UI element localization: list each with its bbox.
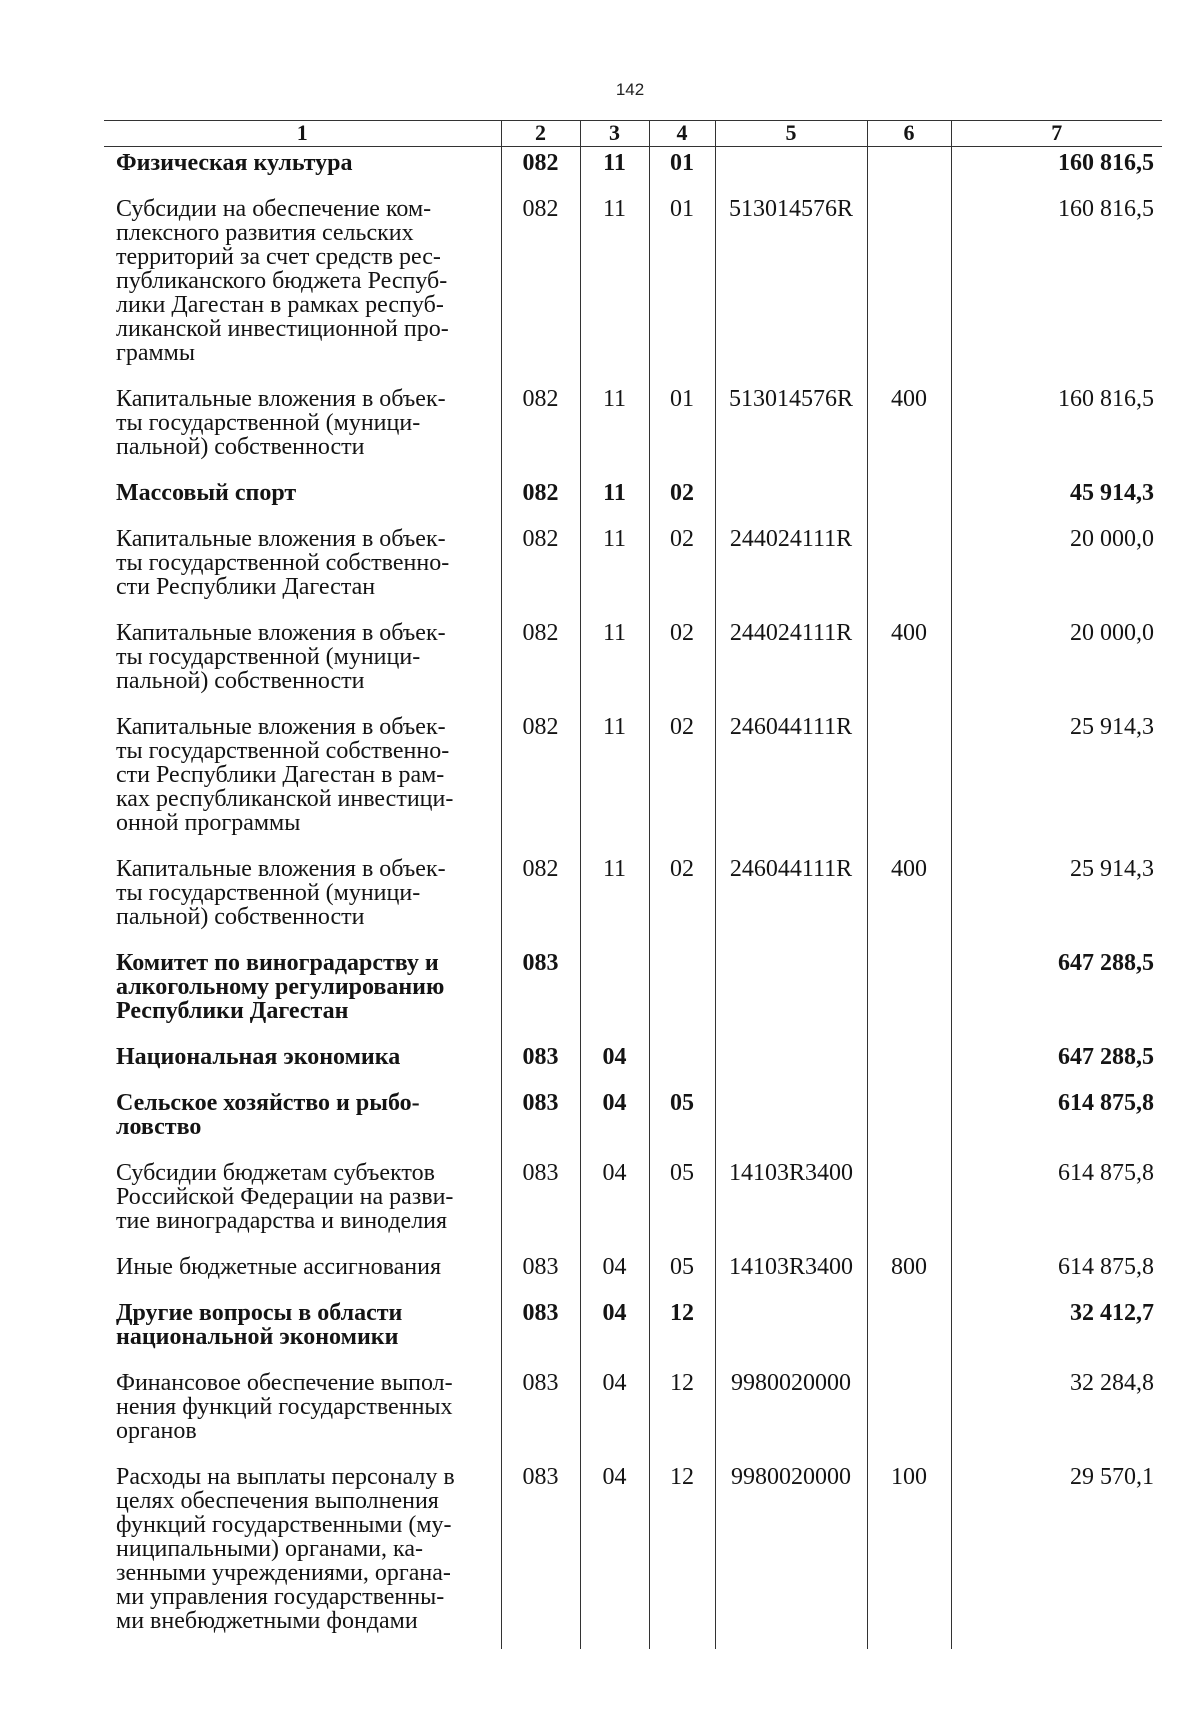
row-code-4-cell: 12 [649,1295,715,1365]
row-name-line: функций государственными (му- [116,1512,452,1538]
row-name-line: Капитальные вложения в объек- [116,386,446,412]
row-name-line: ниципальными) органами, ка- [116,1536,423,1562]
col-header-7: 7 [951,121,1162,147]
row-name-line: органов [116,1418,197,1444]
row-code-5-cell: 14103R3400 [715,1249,867,1295]
row-code-4-cell: 05 [649,1085,715,1155]
row-code-3-cell: 04 [580,1459,649,1649]
row-name-line: территорий за счет средств рес- [116,244,441,270]
row-name-line: пальной) собственности [116,904,365,930]
row-name-line: Капитальные вложения в объек- [116,620,446,646]
row-amount-cell: 25 914,3 [951,709,1162,851]
col-header-6: 6 [867,121,951,147]
row-name-line: Капитальные вложения в объек- [116,526,446,552]
row-name-line: ловство [116,1114,202,1140]
row-name-line: пальной) собственности [116,434,365,460]
row-amount-cell: 614 875,8 [951,1249,1162,1295]
row-code-4-cell [649,1039,715,1085]
row-name-cell [104,475,501,521]
row-code-4-cell: 01 [649,381,715,475]
row-code-2-cell: 082 [501,381,580,475]
row-code-6-cell [867,191,951,381]
table-body [104,147,1162,1650]
row-amount-cell: 25 914,3 [951,851,1162,945]
row-name-line: Финансовое обеспечение выпол- [116,1370,453,1396]
row-name-line: сти Республики Дагестан [116,574,376,600]
table-row [104,381,1162,475]
table-row [104,191,1162,381]
row-name-line: ми управления государственны- [116,1584,445,1610]
table-row [104,615,1162,709]
row-amount-cell: 647 288,5 [951,945,1162,1039]
row-code-3-cell: 11 [580,147,649,192]
row-name-line: граммы [116,340,195,366]
row-code-2-cell: 083 [501,1295,580,1365]
row-amount-cell: 160 816,5 [951,381,1162,475]
col-header-4: 4 [649,121,715,147]
row-code-6-cell [867,1295,951,1365]
row-code-3-cell: 11 [580,381,649,475]
table-row [104,1365,1162,1459]
row-code-6-cell [867,1039,951,1085]
row-name-line: Капитальные вложения в объек- [116,714,446,740]
row-name-line: целях обеспечения выполнения [116,1488,439,1514]
row-code-2-cell: 083 [501,1459,580,1649]
row-code-3-cell: 04 [580,1249,649,1295]
table-row [104,475,1162,521]
row-code-4-cell: 01 [649,147,715,192]
row-name-line: ты государственной (муници- [116,644,421,670]
col-header-3: 3 [580,121,649,147]
row-code-6-cell [867,147,951,192]
row-name-line: нения функций государственных [116,1394,453,1420]
row-code-5-cell: 244024111R [715,615,867,709]
table-row [104,851,1162,945]
row-name-line: Республики Дагестан [116,998,349,1024]
table-row [104,1249,1162,1295]
row-code-4-cell: 02 [649,475,715,521]
row-code-3-cell: 11 [580,615,649,709]
row-amount-cell: 45 914,3 [951,475,1162,521]
row-code-6-cell: 100 [867,1459,951,1649]
row-name-line: зенными учреждениями, органа- [116,1560,451,1586]
row-name-cell [104,381,501,475]
row-name-line: сти Республики Дагестан в рам- [116,762,445,788]
row-amount-cell: 20 000,0 [951,615,1162,709]
row-code-2-cell: 083 [501,1249,580,1295]
row-amount-cell: 614 875,8 [951,1155,1162,1249]
row-code-5-cell: 244024111R [715,521,867,615]
row-name-line: Другие вопросы в области [116,1300,403,1326]
row-code-5-cell [715,147,867,192]
row-code-4-cell: 02 [649,521,715,615]
row-code-2-cell: 082 [501,475,580,521]
row-code-2-cell: 082 [501,615,580,709]
row-name-cell [104,709,501,851]
row-code-4-cell: 01 [649,191,715,381]
row-name-cell [104,191,501,381]
row-name-cell [104,1155,501,1249]
row-code-6-cell [867,521,951,615]
row-amount-cell: 160 816,5 [951,147,1162,192]
row-code-3-cell: 11 [580,709,649,851]
row-amount-cell: 32 284,8 [951,1365,1162,1459]
row-name-cell [104,1039,501,1085]
row-code-3-cell: 11 [580,475,649,521]
row-code-6-cell [867,1085,951,1155]
row-code-2-cell: 082 [501,851,580,945]
row-name-line: ты государственной собственно- [116,738,450,764]
row-name-line: ликанской инвестиционной про- [116,316,449,342]
table-row [104,1039,1162,1085]
row-code-6-cell [867,1365,951,1459]
row-name-line: национальной экономики [116,1324,399,1350]
row-code-2-cell: 082 [501,147,580,192]
row-name-line: Сельское хозяйство и рыбо- [116,1090,420,1116]
row-name-cell [104,521,501,615]
row-name-line: Капитальные вложения в объек- [116,856,446,882]
row-name-line: Российской Федерации на разви- [116,1184,454,1210]
table-row [104,1459,1162,1649]
row-name-line: ми внебюджетными фондами [116,1608,418,1634]
row-name-cell [104,1295,501,1365]
table-row [104,1085,1162,1155]
row-amount-cell: 160 816,5 [951,191,1162,381]
row-amount-cell: 20 000,0 [951,521,1162,615]
row-name-cell [104,1459,501,1649]
table-row [104,147,1162,192]
row-code-2-cell: 083 [501,1365,580,1459]
row-code-2-cell: 083 [501,945,580,1039]
row-name-cell [104,1249,501,1295]
row-name-line: алкогольному регулированию [116,974,445,1000]
row-code-3-cell: 04 [580,1365,649,1459]
table-row [104,1155,1162,1249]
row-code-6-cell: 400 [867,851,951,945]
row-code-2-cell: 082 [501,191,580,381]
col-header-1: 1 [104,121,501,147]
row-code-5-cell: 513014576R [715,381,867,475]
row-code-5-cell: 246044111R [715,709,867,851]
budget-table [104,120,1162,1649]
row-name-line: публиканского бюджета Респуб- [116,268,448,294]
row-code-5-cell: 14103R3400 [715,1155,867,1249]
row-code-5-cell [715,475,867,521]
row-code-5-cell: 513014576R [715,191,867,381]
row-code-3-cell [580,945,649,1039]
row-code-3-cell: 04 [580,1155,649,1249]
row-name-cell [104,851,501,945]
row-code-4-cell: 02 [649,615,715,709]
row-code-5-cell [715,1039,867,1085]
table-row [104,521,1162,615]
row-name-line: Массовый спорт [116,480,297,506]
row-code-3-cell: 04 [580,1039,649,1085]
col-header-5: 5 [715,121,867,147]
row-name-line: ты государственной (муници- [116,880,421,906]
row-code-4-cell: 02 [649,709,715,851]
row-code-4-cell: 05 [649,1155,715,1249]
row-name-cell [104,1085,501,1155]
page-number: 142 [615,80,645,99]
row-code-2-cell: 083 [501,1085,580,1155]
row-code-3-cell: 11 [580,851,649,945]
row-code-5-cell [715,1295,867,1365]
row-code-4-cell: 12 [649,1365,715,1459]
row-name-line: ты государственной (муници- [116,410,421,436]
row-code-6-cell [867,709,951,851]
row-name-line: лики Дагестан в рамках респуб- [116,292,444,318]
row-name-line: тие виноградарства и виноделия [116,1208,448,1234]
row-code-4-cell: 02 [649,851,715,945]
row-code-3-cell: 11 [580,521,649,615]
row-name-line: ты государственной собственно- [116,550,450,576]
table-row [104,1295,1162,1365]
row-code-2-cell: 083 [501,1039,580,1085]
row-code-4-cell: 12 [649,1459,715,1649]
table-row [104,945,1162,1039]
row-code-5-cell: 246044111R [715,851,867,945]
header-row [104,121,1162,147]
row-code-3-cell: 04 [580,1295,649,1365]
row-amount-cell: 614 875,8 [951,1085,1162,1155]
row-name-line: Национальная экономика [116,1044,401,1070]
row-name-line: онной программы [116,810,301,836]
row-name-cell [104,1365,501,1459]
row-code-6-cell: 400 [867,615,951,709]
row-code-4-cell: 05 [649,1249,715,1295]
row-code-5-cell [715,945,867,1039]
row-code-2-cell: 082 [501,521,580,615]
row-name-line: Расходы на выплаты персоналу в [116,1464,455,1490]
row-name-line: Субсидии бюджетам субъектов [116,1160,435,1186]
row-amount-cell: 647 288,5 [951,1039,1162,1085]
row-code-6-cell: 400 [867,381,951,475]
row-code-4-cell [649,945,715,1039]
row-code-2-cell: 082 [501,709,580,851]
row-code-5-cell: 9980020000 [715,1459,867,1649]
row-name-cell [104,147,501,192]
row-name-line: Комитет по виноградарству и [116,950,439,976]
table-row [104,709,1162,851]
row-code-6-cell [867,1155,951,1249]
row-name-cell [104,615,501,709]
row-name-line: плексного развития сельских [116,220,414,246]
row-code-6-cell [867,475,951,521]
row-code-5-cell: 9980020000 [715,1365,867,1459]
row-name-line: ках республиканской инвестици- [116,786,454,812]
row-name-line: Иные бюджетные ассигнования [116,1254,441,1280]
row-name-line: Физическая культура [116,150,353,176]
row-code-3-cell: 04 [580,1085,649,1155]
col-header-2: 2 [501,121,580,147]
row-code-5-cell [715,1085,867,1155]
row-amount-cell: 29 570,1 [951,1459,1162,1649]
row-code-6-cell: 800 [867,1249,951,1295]
row-code-2-cell: 083 [501,1155,580,1249]
row-amount-cell: 32 412,7 [951,1295,1162,1365]
row-code-6-cell [867,945,951,1039]
row-name-line: пальной) собственности [116,668,365,694]
row-name-line: Субсидии на обеспечение ком- [116,196,432,222]
row-name-cell [104,945,501,1039]
row-code-3-cell: 11 [580,191,649,381]
